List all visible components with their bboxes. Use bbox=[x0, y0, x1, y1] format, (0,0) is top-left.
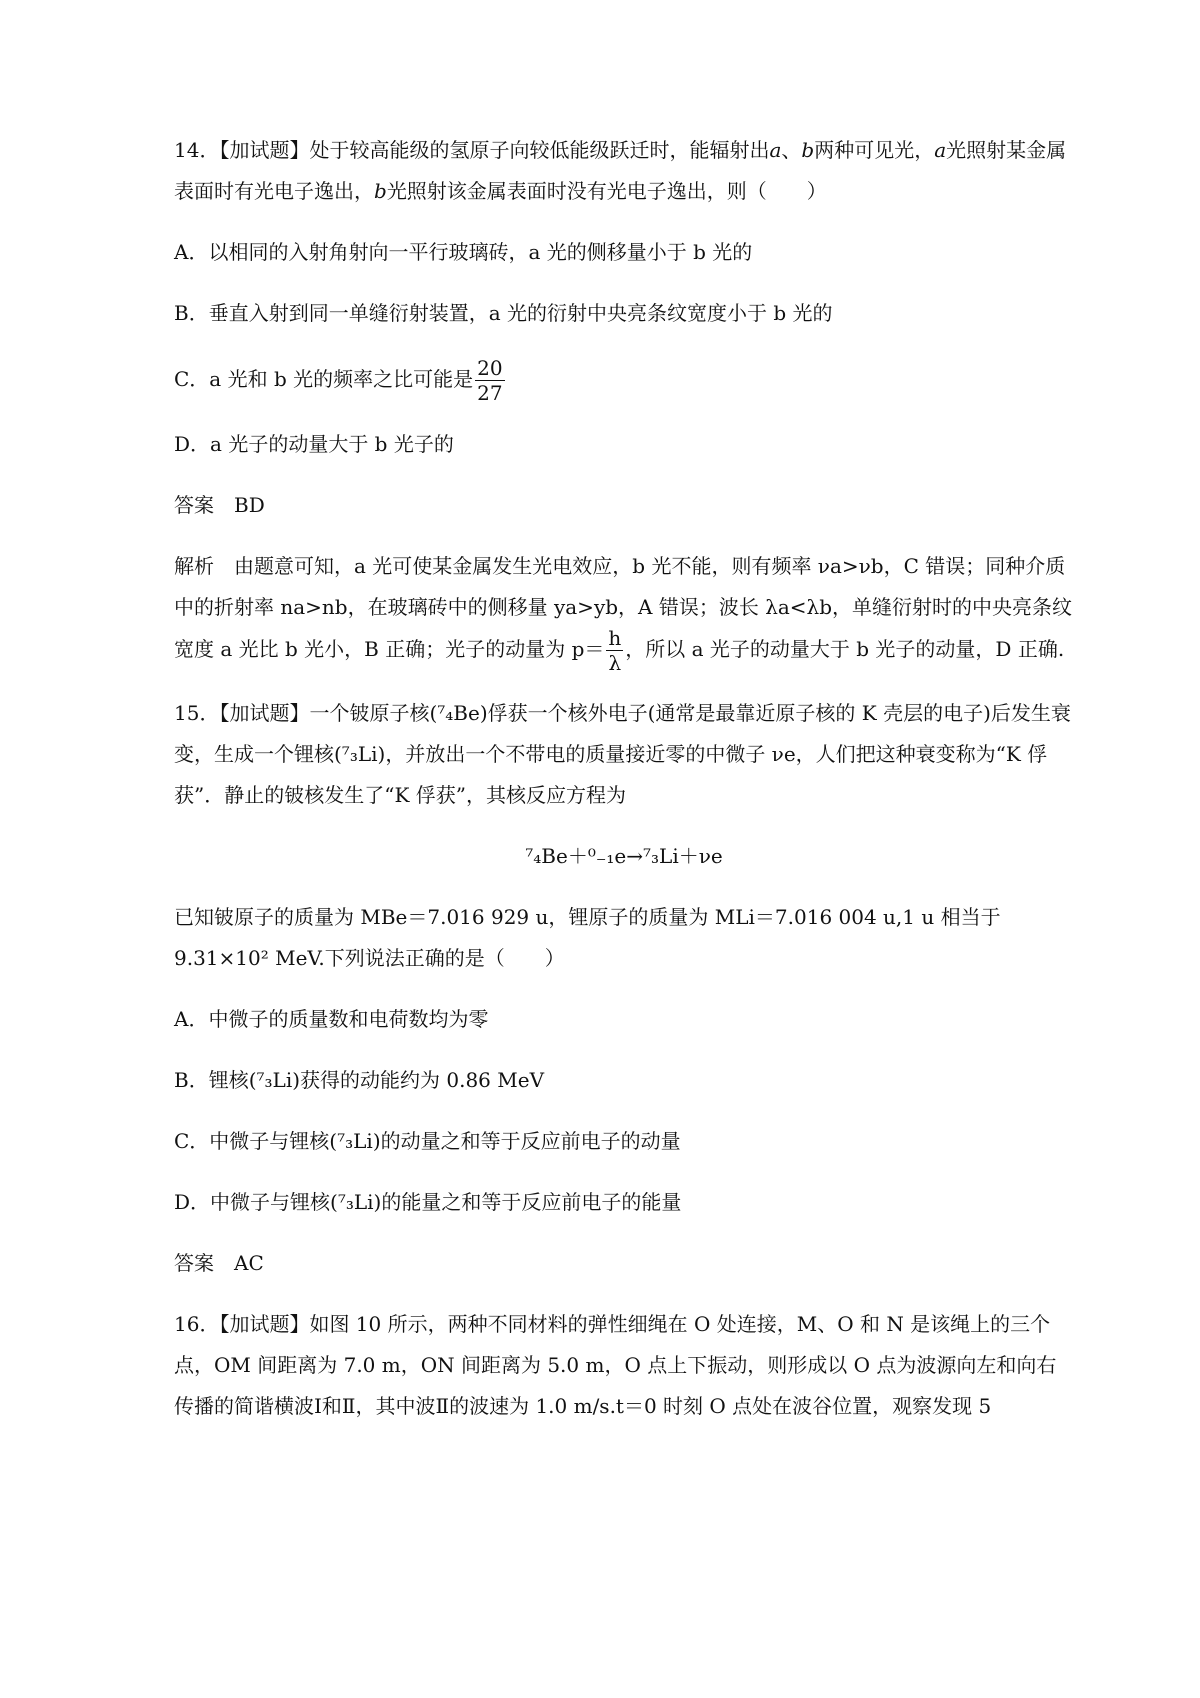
q14-option-d: D．a 光子的动量大于 b 光子的 bbox=[174, 432, 454, 456]
q15-reaction-equation: ⁷₄Be＋⁰₋₁e→⁷₃Li＋νe bbox=[525, 844, 723, 868]
document-page bbox=[174, 130, 1074, 1427]
q14-stem: 14．【加试题】处于较高能级的氢原子向较低能级跃迁时，能辐射出a、b两种可见光，a光照射某金属表面时有光电子逸出，b光照射该金属表面时没有光电子逸出，则（ ） bbox=[174, 138, 1067, 203]
q15-option-c: C．中微子与锂核(⁷₃Li)的动量之和等于反应前电子的动量 bbox=[174, 1129, 681, 1153]
q14-option-c: C．a 光和 b 光的频率之比可能是 $\frac{20}{27}$ bbox=[174, 356, 503, 405]
q15-option-a: A．中微子的质量数和电荷数均为零 bbox=[174, 1007, 489, 1031]
momentum-fraction: $\frac{h}{\lambda}$ bbox=[608, 626, 622, 675]
q14-option-a: A．以相同的入射角射向一平行玻璃砖，a 光的侧移量小于 b 光的 bbox=[174, 240, 753, 264]
q16-stem: 16．【加试题】如图 10 所示，两种不同材料的弹性细绳在 O 处连接，M、O 和 N 是该绳上的三个点，OM 间距离为 7.0 m，ON 间距离为 5.0 m，O 点上下振动，则形成以 O 点为波源向左和向右传播的简谐横波Ⅰ和Ⅱ，其中波Ⅱ的波速为 1.0 m/s.t＝0 时刻 O 点处在波谷位置，观察发现 5 bbox=[174, 1312, 1057, 1418]
q15-option-b: B．锂核(⁷₃Li)获得的动能约为 0.86 MeV bbox=[174, 1068, 545, 1092]
q15-stem: 15．【加试题】一个铍原子核(⁷₄Be)俘获一个核外电子(通常是最靠近原子核的 K 壳层的电子)后发生衰变，生成一个锂核(⁷₃Li)，并放出一个不带电的质量接近零的中微子 νe，人们把这种衰变称为“K 俘获”．静止的铍核发生了“K 俘获”，其核反应方程为 bbox=[174, 701, 1071, 807]
q15-option-d: D．中微子与锂核(⁷₃Li)的能量之和等于反应前电子的能量 bbox=[174, 1190, 682, 1214]
q15-answer: 答案 AC bbox=[174, 1251, 264, 1275]
q14-analysis: 解析 由题意可知，a 光可使某金属发生光电效应，b 光不能，则有频率 νa>νb，C 错误；同种介质中的折射率 na>nb，在玻璃砖中的侧移量 ya>yb，A 错误；波长 λa<λb，单缝衍射时的中央亮条纹宽度 a 光比 b 光小，B 正确；光子的动量为 p＝ $\frac{h}{\lambda}$ ，所以 a 光子的动量大于 b 光子的动量，D 正确. bbox=[174, 554, 1073, 675]
q15-known-data: 已知铍原子的质量为 MBe＝7.016 929 u，锂原子的质量为 MLi＝7.016 004 u,1 u 相当于 9.31×10² MeV.下列说法正确的是（ ） bbox=[174, 905, 1001, 970]
q14-option-b: B．垂直入射到同一单缝衍射装置，a 光的衍射中央亮条纹宽度小于 b 光的 bbox=[174, 301, 833, 325]
question-14 bbox=[174, 130, 1074, 212]
q14-answer: 答案 BD bbox=[174, 493, 265, 517]
ratio-fraction: $\frac{20}{27}$ bbox=[477, 356, 503, 405]
